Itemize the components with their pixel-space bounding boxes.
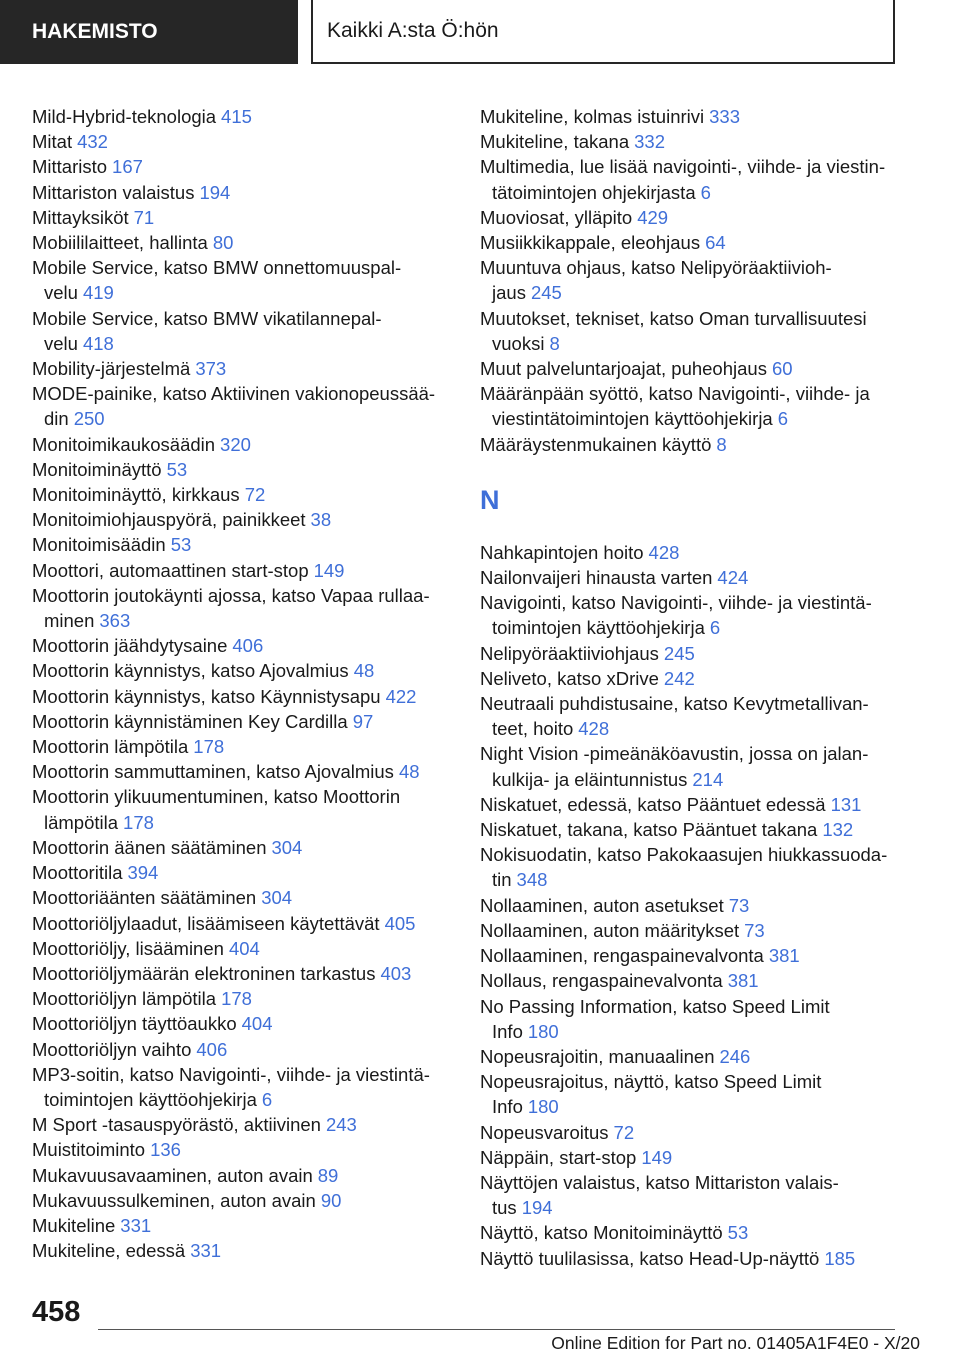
index-entry [32, 1137, 452, 1162]
page-link[interactable]: 373 [195, 358, 227, 380]
entry-text: Moottorin käynnistys, katso Ajovalmius [32, 660, 349, 682]
index-entry [480, 893, 900, 918]
entry-text: Mukavuusavaaminen, auton avain [32, 1164, 313, 1186]
page-link[interactable]: 53 [166, 458, 188, 480]
index-entry [32, 532, 452, 557]
page-link[interactable]: 406 [196, 1038, 228, 1060]
entry-text: Näyttöjen valaistus, katso Mittariston valais- [480, 1171, 839, 1193]
index-entry [480, 792, 900, 817]
index-entry [32, 1213, 452, 1238]
index-entry [32, 381, 452, 431]
entry-text: Nopeusrajoitin, manuaalinen [480, 1045, 715, 1067]
entry-text: Neliveto, katso xDrive [480, 667, 659, 689]
entry-text: MP3-soitin, katso Navigointi-, viihde- ja viestintä- [32, 1063, 430, 1085]
page-link[interactable]: 394 [127, 862, 159, 884]
entry-text: Moottoriöljymäärän elektroninen tarkastus [32, 962, 376, 984]
page-link[interactable]: 320 [220, 433, 251, 455]
index-entry [32, 1163, 452, 1188]
index-entry [480, 1120, 900, 1145]
page-link[interactable]: 332 [634, 131, 665, 153]
page-link[interactable]: 428 [578, 718, 610, 740]
entry-text: Navigointi, katso Navigointi-, viihde- ja viestintä- [480, 592, 872, 614]
index-entry [32, 936, 452, 961]
entry-text: Moottorin joutokäynti ajossa, katso Vapaa rullaa- [32, 584, 430, 606]
page-link[interactable]: 6 [700, 181, 711, 203]
entry-text-continued: din [44, 408, 69, 430]
index-entry [480, 129, 900, 154]
index-entry [480, 540, 900, 565]
page-link[interactable]: 245 [663, 642, 695, 664]
entry-text: Monitoimiohjauspyörä, painikkeet [32, 509, 306, 531]
index-entry [32, 633, 452, 658]
index-entry [32, 558, 452, 583]
entry-text: Mukavuussulkeminen, auton avain [32, 1189, 316, 1211]
index-entry [32, 180, 452, 205]
page-link[interactable]: 89 [317, 1164, 339, 1186]
index-entry [32, 507, 452, 532]
entry-text-continued: vuoksi [492, 332, 545, 354]
index-entry [480, 1044, 900, 1069]
page-link[interactable]: 405 [384, 912, 416, 934]
page-link[interactable]: 6 [709, 617, 721, 639]
entry-text: Nopeusrajoitus, näyttö, katso Speed Limit [480, 1071, 822, 1093]
entry-text: Monitoimikaukosäädin [32, 433, 216, 455]
entry-text: Mild-Hybrid-teknologia [32, 106, 217, 127]
entry-text: Multimedia, lue lisää navigointi-, viihde- ja viestin- [480, 156, 886, 178]
page-link[interactable]: 242 [663, 667, 695, 689]
section-subtitle: Kaikki A:sta Ö:hön [311, 0, 895, 64]
page-link[interactable]: 80 [212, 232, 234, 254]
page-link[interactable]: 180 [527, 1020, 559, 1042]
index-entry [32, 784, 452, 834]
page-link[interactable]: 178 [193, 736, 225, 758]
page-link[interactable]: 64 [705, 232, 726, 254]
page-link[interactable]: 424 [717, 567, 749, 589]
index-entry [480, 104, 900, 129]
entry-text-continued: tus [492, 1197, 517, 1219]
page-link[interactable]: 48 [398, 761, 420, 783]
index-entry [32, 457, 452, 482]
page-link[interactable]: 38 [310, 509, 332, 531]
index-entry [32, 1188, 452, 1213]
index-entry [32, 306, 452, 356]
entry-text-continued: velu [44, 332, 78, 354]
page-link[interactable]: 73 [744, 919, 765, 941]
page-link[interactable]: 131 [830, 793, 862, 815]
entry-text: Muoviosat, ylläpito [480, 206, 633, 228]
entry-text: Muut palveluntarjoajat, puheohjaus [480, 358, 767, 380]
entry-text: MODE-painike, katso Aktiivinen vakionopeussää- [32, 383, 436, 405]
page-link[interactable]: 178 [123, 811, 154, 833]
index-entry [480, 565, 900, 590]
entry-text: Night Vision -pimeänäköavustin, jossa on jalan- [480, 743, 869, 765]
page-link[interactable]: 72 [244, 484, 266, 506]
entry-text: Nahkapintojen hoito [480, 541, 644, 563]
index-entry [480, 842, 900, 892]
index-entry [480, 1220, 900, 1245]
page-link[interactable]: 418 [82, 332, 114, 354]
page-link[interactable]: 250 [73, 408, 105, 430]
page-link[interactable]: 429 [637, 206, 669, 228]
page-link[interactable]: 185 [824, 1247, 856, 1269]
page-link[interactable]: 304 [271, 836, 303, 858]
index-entry [32, 205, 452, 230]
entry-text: Neutraali puhdistusaine, katso Kevytmetallivan- [480, 693, 869, 715]
page-link[interactable]: 304 [261, 887, 293, 909]
entry-text: Moottorin lämpötila [32, 736, 189, 758]
page-link[interactable]: 422 [385, 685, 417, 707]
index-entry [32, 961, 452, 986]
index-entry [32, 1037, 452, 1062]
page-link[interactable]: 406 [232, 635, 264, 657]
page-link[interactable]: 6 [261, 1088, 273, 1110]
entry-text: Moottorin jäähdytysaine [32, 635, 228, 657]
page-link[interactable]: 243 [325, 1114, 357, 1136]
entry-text: Nollaaminen, auton asetukset [480, 894, 724, 916]
page-link[interactable]: 97 [352, 710, 374, 732]
index-entry [32, 986, 452, 1011]
entry-text: Musiikkikappale, eleohjaus [480, 232, 701, 254]
entry-text: Nopeusvaroitus [480, 1121, 609, 1143]
page-link[interactable]: 149 [313, 559, 345, 581]
entry-text-continued: Info [492, 1096, 523, 1118]
index-entry [480, 691, 900, 741]
index-entry [480, 1145, 900, 1170]
index-column-right [480, 104, 900, 1271]
entry-text: Mittariston valaistus [32, 181, 195, 203]
index-entry [32, 230, 452, 255]
index-entry [32, 1011, 452, 1036]
page-link[interactable]: 214 [692, 768, 724, 790]
index-entry [480, 666, 900, 691]
entry-text: Moottoritila [32, 862, 123, 884]
page-link[interactable]: 8 [716, 433, 727, 455]
entry-text: Niskatuet, takana, katso Pääntuet takana [480, 819, 818, 841]
page-link[interactable]: 403 [380, 962, 412, 984]
page-link[interactable]: 60 [771, 358, 793, 380]
entry-text-continued: tin [492, 869, 512, 891]
entry-text-continued: teet, hoito [492, 718, 574, 740]
page-link[interactable]: 73 [728, 894, 750, 916]
entry-text: Moottorin käynnistys, katso Käynnistysapu [32, 685, 381, 707]
entry-text: Mukiteline [32, 1214, 116, 1236]
page-link[interactable]: 194 [521, 1197, 553, 1219]
entry-text: Moottoriöljyn lämpötila [32, 988, 217, 1010]
entry-text-continued: lämpötila [44, 811, 119, 833]
index-entry [32, 1238, 452, 1263]
index-entry [32, 885, 452, 910]
index-entry [480, 1246, 900, 1271]
index-entry [32, 482, 452, 507]
index-entry [32, 432, 452, 457]
index-entry [480, 381, 900, 431]
page-link[interactable]: 53 [170, 534, 192, 556]
entry-text: Moottoriöljyn vaihto [32, 1038, 192, 1060]
page-link[interactable]: 71 [133, 206, 155, 228]
entry-text: Moottorin sammuttaminen, katso Ajovalmius [32, 761, 394, 783]
entry-text: Moottoriöljyn täyttöaukko [32, 1013, 237, 1035]
page-link[interactable]: 428 [648, 541, 680, 563]
index-entry [480, 994, 900, 1044]
page-link[interactable]: 246 [719, 1045, 751, 1067]
entry-text-continued: jaus [492, 282, 526, 304]
entry-text: Monitoimisäädin [32, 534, 166, 556]
index-column-left [32, 104, 452, 1263]
page-link[interactable]: 381 [768, 945, 800, 967]
entry-text-continued: toimintojen käyttöohjekirja [492, 617, 705, 639]
page-link[interactable]: 48 [353, 660, 375, 682]
entry-text: Mobile Service, katso BMW vikatilannepal- [32, 307, 382, 329]
entry-text: Mukiteline, takana [480, 131, 630, 153]
entry-text-continued: minen [44, 610, 95, 632]
entry-text: Moottoriäänten säätäminen [32, 887, 257, 909]
index-entry [480, 590, 900, 640]
index-entry [480, 255, 900, 305]
footer-divider [98, 1329, 895, 1330]
index-entry [32, 709, 452, 734]
index-entry [32, 583, 452, 633]
page-link[interactable]: 90 [320, 1189, 342, 1211]
page-link[interactable]: 331 [120, 1214, 152, 1236]
page-link[interactable]: 331 [190, 1240, 222, 1262]
index-entry [480, 230, 900, 255]
entry-text: Mittaristo [32, 156, 108, 178]
index-entry [480, 968, 900, 993]
page-link[interactable]: 178 [221, 988, 252, 1010]
index-entry [480, 432, 900, 457]
index-entry [480, 205, 900, 230]
page-number: 458 [32, 1296, 81, 1328]
page-link[interactable]: 348 [516, 869, 548, 891]
entry-text-continued: tätoimintojen ohjekirjasta [492, 181, 696, 203]
index-entry [32, 104, 452, 129]
index-entry [32, 356, 452, 381]
index-entry [480, 154, 900, 204]
entry-text: Monitoiminäyttö [32, 458, 162, 480]
section-tab: HAKEMISTO [0, 0, 298, 64]
page-link[interactable]: 419 [82, 282, 114, 304]
entry-text-continued: velu [44, 282, 78, 304]
index-entry [32, 255, 452, 305]
index-entry [32, 684, 452, 709]
page-link[interactable]: 180 [527, 1096, 559, 1118]
entry-text: Nollaaminen, auton määritykset [480, 919, 740, 941]
entry-text: Monitoiminäyttö, kirkkaus [32, 484, 240, 506]
entry-text: Mobility-järjestelmä [32, 358, 191, 380]
entry-text: Muistitoiminto [32, 1139, 146, 1161]
footer-edition: Online Edition for Part no. 01405A1F4E0 - X/20 [551, 1333, 920, 1353]
entry-text: Moottorin äänen säätäminen [32, 836, 267, 858]
page-link[interactable]: 404 [241, 1013, 273, 1035]
entry-text: Määränpään syöttö, katso Navigointi-, viihde- ja [480, 383, 870, 405]
index-entry [480, 943, 900, 968]
entry-text-continued: toimintojen käyttöohjekirja [44, 1088, 257, 1110]
entry-text: Mobiililaitteet, hallinta [32, 232, 208, 254]
page-link[interactable]: 432 [77, 131, 108, 153]
section-letter: N [480, 484, 500, 515]
page-link[interactable]: 415 [221, 106, 252, 127]
index-entry [480, 741, 900, 791]
entry-text: Muutokset, tekniset, katso Oman turvallisuutesi [480, 307, 867, 329]
page-link[interactable]: 136 [150, 1139, 181, 1161]
page-link[interactable]: 245 [530, 282, 562, 304]
entry-text: Mobile Service, katso BMW onnettomuuspal- [32, 257, 402, 279]
page-link[interactable]: 53 [727, 1222, 749, 1244]
index-entry [32, 154, 452, 179]
entry-text: Muuntuva ohjaus, katso Nelipyöräaktiivioh- [480, 257, 832, 279]
entry-text: Nollaus, rengaspainevalvonta [480, 970, 723, 992]
page-link[interactable]: 149 [641, 1146, 673, 1168]
entry-text: Mukiteline, edessä [32, 1240, 186, 1262]
index-entry [480, 306, 900, 356]
entry-text: M Sport -tasauspyörästö, aktiivinen [32, 1114, 321, 1136]
page-link[interactable]: 194 [199, 181, 231, 203]
entry-text-continued: Info [492, 1020, 523, 1042]
entry-text: Nokisuodatin, katso Pakokaasujen hiukkassuoda- [480, 844, 888, 866]
page-link[interactable]: 6 [777, 408, 789, 430]
index-entry [32, 911, 452, 936]
entry-text: Nelipyöräaktiiviohjaus [480, 642, 659, 664]
entry-text: Moottorin käynnistäminen Key Cardilla [32, 710, 348, 732]
entry-text: No Passing Information, katso Speed Limit [480, 995, 830, 1017]
entry-text: Moottoriöljylaadut, lisäämiseen käytettävät [32, 912, 380, 934]
index-entry [480, 356, 900, 381]
entry-text: Niskatuet, edessä, katso Pääntuet edessä [480, 793, 826, 815]
page-link[interactable]: 72 [613, 1121, 635, 1143]
index-entry [480, 641, 900, 666]
page-link[interactable]: 8 [549, 332, 560, 354]
page-link[interactable]: 132 [822, 819, 854, 841]
index-entry [32, 835, 452, 860]
entry-text: Näyttö tuulilasissa, katso Head-Up-näyttö [480, 1247, 820, 1269]
entry-text-continued: kulkija- ja eläintunnistus [492, 768, 688, 790]
index-entry [32, 759, 452, 784]
entry-text: Mukiteline, kolmas istuinrivi [480, 106, 705, 127]
entry-text-continued: viestintätoimintojen käyttöohjekirja [492, 408, 773, 430]
entry-text: Näyttö, katso Monitoiminäyttö [480, 1222, 723, 1244]
index-entry [480, 817, 900, 842]
index-entry [480, 1069, 900, 1119]
page-link[interactable]: 404 [228, 937, 260, 959]
page-link[interactable]: 381 [727, 970, 759, 992]
index-entry [480, 1170, 900, 1220]
entry-text: Mittayksiköt [32, 206, 129, 228]
entry-text: Nollaaminen, rengaspainevalvonta [480, 945, 764, 967]
entry-text: Moottorin ylikuumentuminen, katso Moottorin [32, 786, 401, 808]
entry-text: Moottoriöljy, lisääminen [32, 937, 224, 959]
index-entry [32, 1062, 452, 1112]
entry-text: Määräystenmukainen käyttö [480, 433, 712, 455]
page-link[interactable]: 363 [99, 610, 131, 632]
entry-text: Mitat [32, 131, 73, 153]
index-entry [32, 1112, 452, 1137]
entry-text: Nailonvaijeri hinausta varten [480, 567, 713, 589]
index-entry [32, 129, 452, 154]
index-entry [32, 860, 452, 885]
entry-text: Näppäin, start-stop [480, 1146, 637, 1168]
index-entry [480, 918, 900, 943]
page-link[interactable]: 333 [709, 106, 740, 127]
page-link[interactable]: 167 [112, 156, 143, 178]
entry-text: Moottori, automaattinen start-stop [32, 559, 309, 581]
index-entry [32, 658, 452, 683]
index-entry [32, 734, 452, 759]
